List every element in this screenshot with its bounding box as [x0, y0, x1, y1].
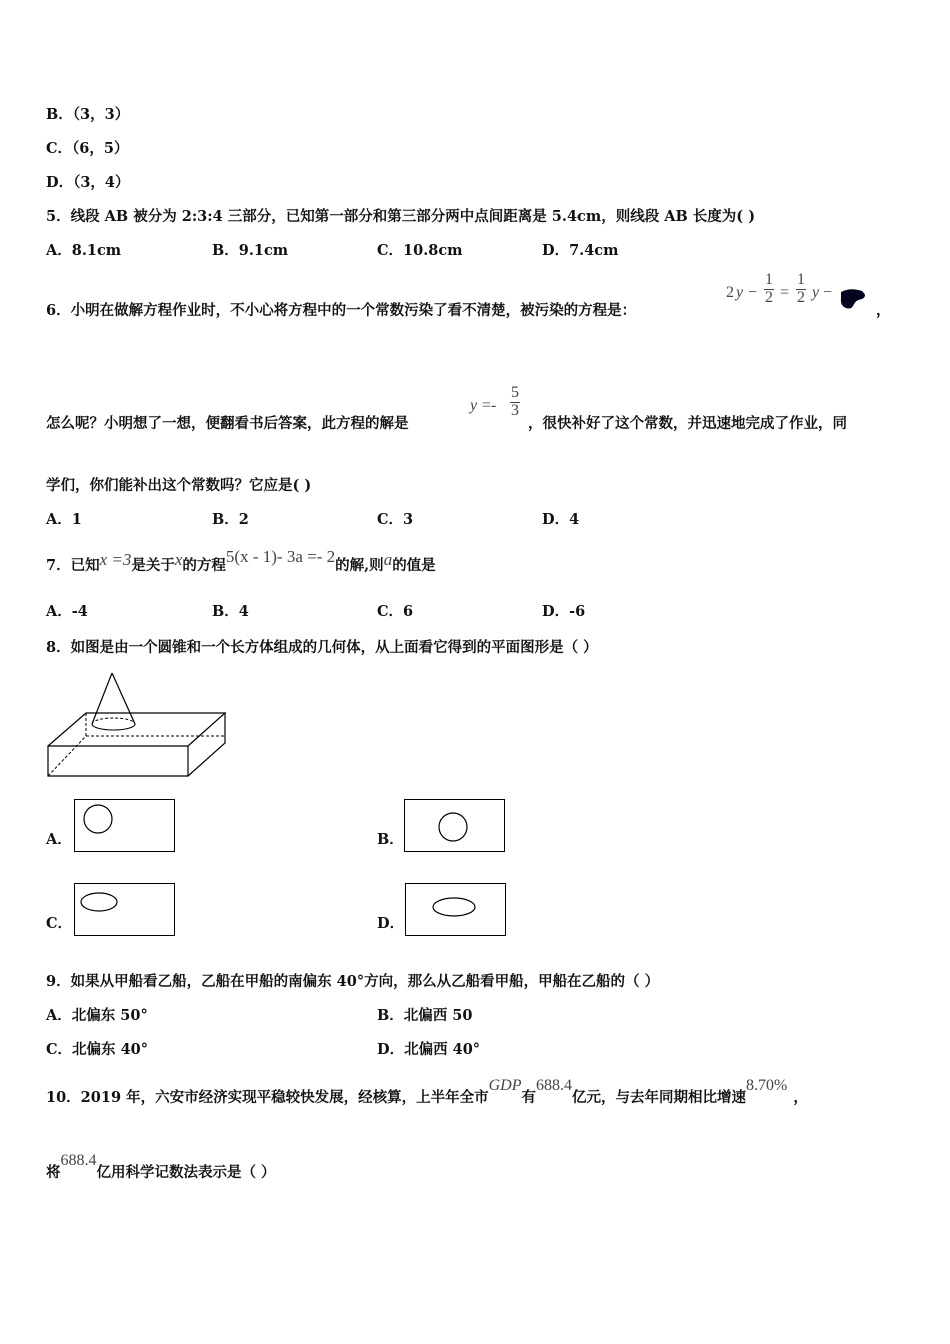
question-6-stem-4: 学们，你们能补出这个常数吗？它应是( ) — [46, 477, 312, 494]
q6-option-b: B．2 — [212, 511, 249, 528]
question-9-stem: 9．如果从甲船看乙船，乙船在甲船的南偏东 40°方向，那么从乙船看甲船，甲船在乙船的（ ） — [46, 973, 660, 990]
q8-option-d-figure — [405, 883, 506, 936]
q6-option-a: A．1 — [46, 511, 82, 528]
q7-var-x: x — [174, 550, 183, 569]
q8-option-a-label: A． — [46, 831, 72, 848]
q6-solution: y =- $\frac{5}{3}$ — [470, 384, 519, 419]
q6-option-c: C．3 — [377, 511, 414, 528]
question-5-stem: 5．线段 AB 被分为 2:3:4 三部分，已知第一部分和第三部分两中点间距离是 5.4cm，则线段 AB 长度为( ) — [46, 208, 756, 225]
q5-option-c: C．10.8cm — [377, 242, 463, 259]
q5-option-d: D．7.4cm — [542, 242, 619, 259]
option-prev-b: B．（3，3） — [46, 106, 130, 123]
q7-option-b: B．4 — [212, 603, 249, 620]
q7-option-a: A．-4 — [46, 603, 88, 620]
q9-option-d: D．北偏西 40° — [377, 1041, 481, 1058]
question-10-stem-2: 将688.4亿用科学记数法表示是（ ） — [46, 1152, 276, 1181]
q7-equation: 5(x - 1)- 3a =- 2 — [225, 547, 336, 566]
q8-option-c-label: C． — [46, 915, 73, 932]
q6-solution-fraction: $\frac{5}{3}$ — [511, 384, 519, 419]
q10-value-2: 688.4 — [60, 1152, 97, 1169]
question-8-stem: 8．如图是由一个圆锥和一个长方体组成的几何体，从上面看它得到的平面图形是（ ） — [46, 639, 598, 656]
q10-gdp: GDP — [488, 1077, 522, 1094]
question-6-stem-3: ，很快补好了这个常数，并迅速地完成了作业，同 — [528, 415, 847, 432]
cone-cuboid-figure — [40, 668, 235, 783]
q10-value: 688.4 — [535, 1077, 572, 1094]
q8-option-b-label: B． — [377, 831, 404, 848]
ink-blot-icon — [838, 288, 868, 310]
q10-rate: 8.70% — [745, 1077, 788, 1094]
q7-option-c: C．6 — [377, 603, 414, 620]
q6-comma: ， — [876, 302, 891, 319]
option-prev-d: D．（3，4） — [46, 174, 130, 191]
question-6-stem-2: 怎么呢？小明想了一想，便翻看书后答案，此方程的解是 — [46, 415, 409, 432]
question-7-stem: 7．已知x =3是关于x的方程5(x - 1)- 3a =- 2的解,则a的值是 — [46, 547, 436, 574]
q5-option-b: B．9.1cm — [212, 242, 289, 259]
q8-option-d-label: D． — [377, 915, 405, 932]
q7-option-d: D．-6 — [542, 603, 586, 620]
option-prev-c: C．（6，5） — [46, 140, 129, 157]
q9-option-c: C．北偏东 40° — [46, 1041, 149, 1058]
q9-option-a: A．北偏东 50° — [46, 1007, 148, 1024]
q9-option-b: B．北偏西 50 — [377, 1007, 473, 1024]
q8-option-c-figure — [74, 883, 175, 936]
q6-fraction-1: $\frac{1}{2}$ — [765, 271, 773, 306]
q8-option-a-figure — [74, 799, 175, 852]
q5-option-a: A．8.1cm — [46, 242, 122, 259]
q7-var-a: a — [383, 550, 393, 569]
question-6-stem-1: 6．小明在做解方程作业时，不小心将方程中的一个常数污染了看不清楚，被污染的方程是： — [46, 302, 637, 319]
q6-fraction-2: $\frac{1}{2}$ — [797, 271, 805, 306]
q8-option-b-figure — [404, 799, 505, 852]
q6-option-d: D．4 — [542, 511, 580, 528]
question-10-stem-1: 10．2019 年，六安市经济实现平稳较快发展，经核算，上半年全市GDP有688.4亿元，与去年同期相比增速8.70%， — [46, 1077, 808, 1106]
q7-condition: x =3 — [99, 550, 132, 569]
